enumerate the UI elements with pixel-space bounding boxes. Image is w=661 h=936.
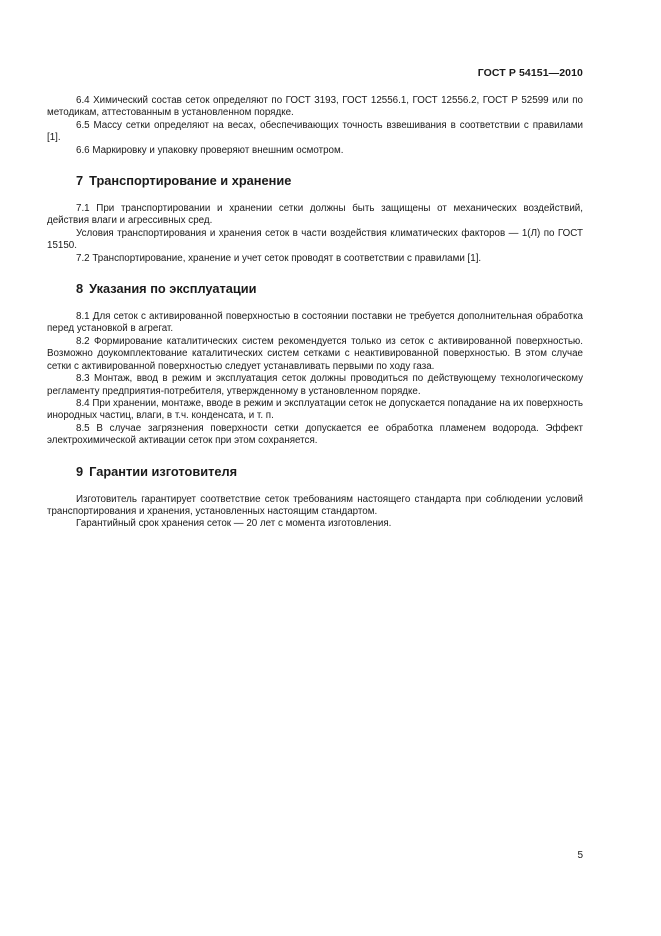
paragraph-7-1: 7.1 При транспортировании и хранении сетки должны быть защищены от механических воздействий, действия влаги и агрессивных сред. (47, 203, 583, 227)
paragraph-8-4: 8.4 При хранении, монтаже, вводе в режим и эксплуатации сеток не допускается попадание на их поверхность инородных частиц, влаги, в т.ч. конденсата, и т. п. (47, 397, 583, 422)
paragraph-8-2: 8.2 Формирование каталитических систем рекомендуется только из сеток с активированной поверхностью. Возможно доукомплектование каталитических систем сетками с неактивированной поверхностью. В этом случае сетки с активированной поверхностью следует устанавливать первыми по ходу газа. (47, 335, 583, 372)
section-8-number: 8 (76, 281, 84, 297)
section-9-title: Гарантии изготовителя (89, 463, 238, 479)
paragraph-8-3: 8.3 Монтаж, ввод в режим и эксплуатация сеток должны проводиться по действующему технологическому регламенту предприятия-потребителя, утвержденному в установленном порядке. (47, 373, 583, 397)
section-8-heading (76, 282, 583, 296)
paragraph-7-2: 7.2 Транспортирование, хранение и учет сеток проводят в соответствии с правилами [1]. (76, 252, 482, 264)
paragraph-9-shelf-life: Гарантийный срок хранения сеток — 20 лет с момента изготовления. (76, 518, 392, 530)
paragraph-6-4: 6.4 Химический состав сеток определяют по ГОСТ 3193, ГОСТ 12556.1, ГОСТ 12556.2, ГОСТ Р 52599 или по методикам, аттестованным в установленном порядке. (47, 95, 583, 119)
section-9-heading (76, 465, 583, 479)
paragraph-6-6: 6.6 Маркировку и упаковку проверяют внешним осмотром. (76, 144, 344, 156)
section-9-number: 9 (76, 463, 84, 479)
paragraph-7-1-conditions: Условия транспортирования и хранения сеток в части воздействия климатических факторов — 1(Л) по ГОСТ 15150. (47, 227, 583, 252)
section-7-number: 7 (76, 173, 84, 189)
paragraph-6-5: 6.5 Массу сетки определяют на весах, обеспечивающих точность взвешивания в соответствии с правилами [1]. (47, 119, 583, 144)
page-content (47, 95, 583, 531)
paragraph-8-5: 8.5 В случае загрязнения поверхности сетки допускается ее обработка пламенем водорода. Эффект электрохимической активации сеток при этом сохраняется. (47, 422, 583, 447)
page-number: 5 (577, 850, 583, 861)
section-7-title: Транспортирование и хранение (89, 173, 292, 189)
paragraph-9-warranty: Изготовитель гарантирует соответствие сеток требованиям настоящего стандарта при соблюдении условий транспортирования и хранения, установленных настоящим стандартом. (47, 493, 583, 517)
document-code: ГОСТ Р 54151—2010 (477, 67, 583, 79)
paragraph-8-1: 8.1 Для сеток с активированной поверхностью в состоянии поставки не требуется дополнительная обработка перед установкой в агрегат. (47, 311, 583, 335)
section-7-heading (76, 174, 583, 188)
section-8-title: Указания по эксплуатации (89, 281, 257, 297)
